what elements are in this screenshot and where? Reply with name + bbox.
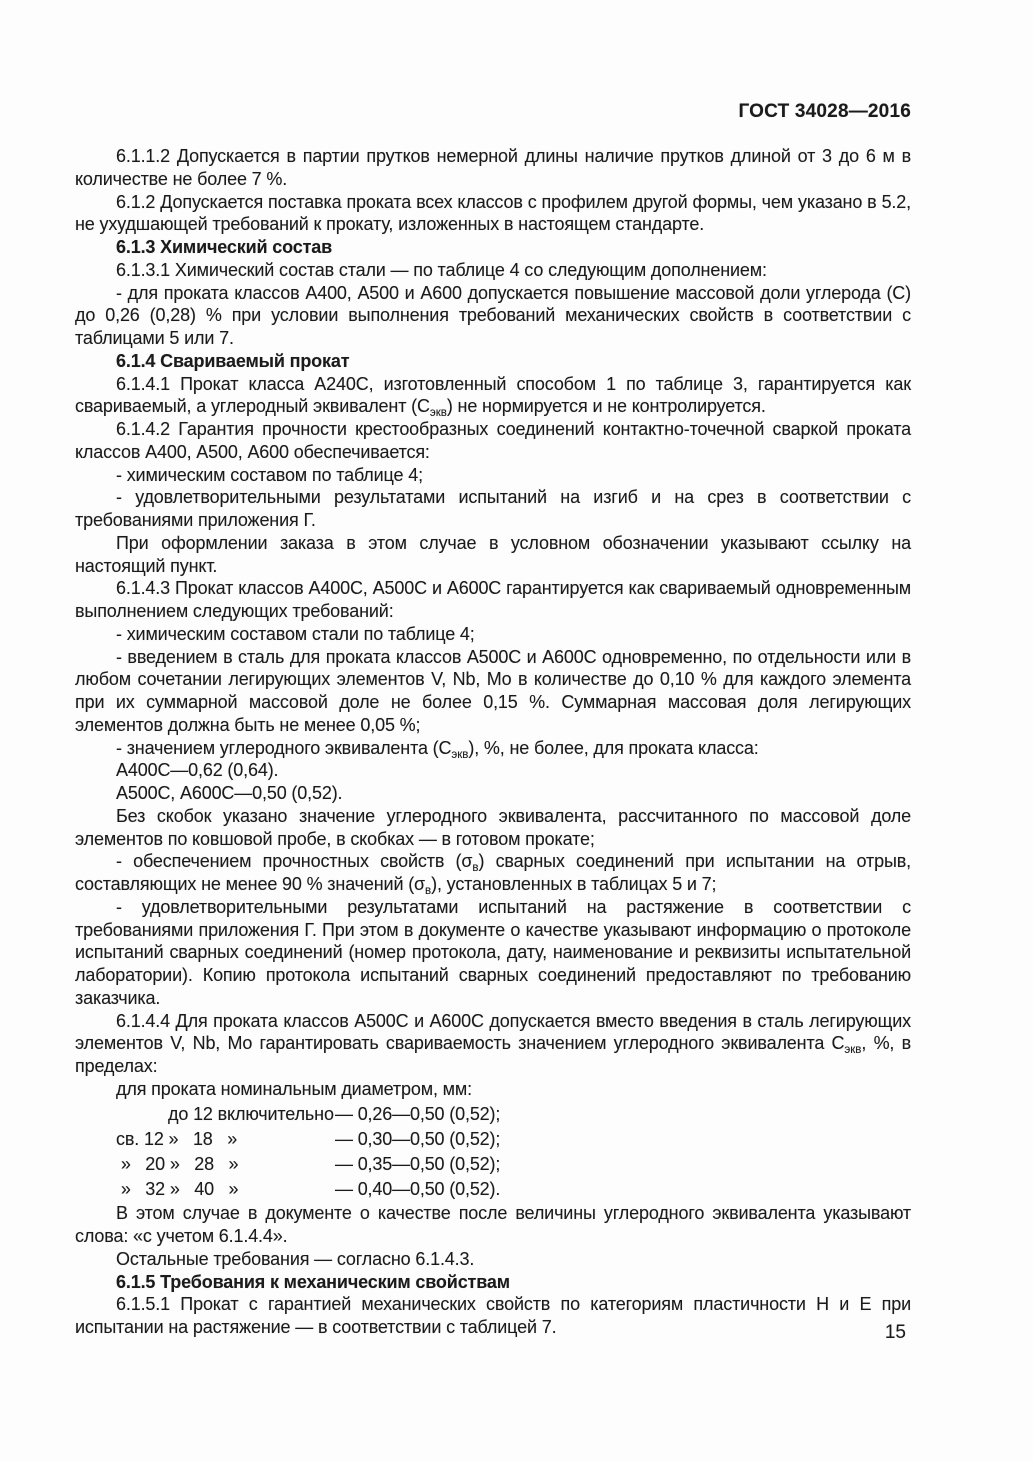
paragraph: [75, 418, 911, 464]
section-heading: [75, 1271, 911, 1294]
paragraph: [75, 373, 911, 419]
text-run: ) не нормируется и не контролируется.: [446, 396, 766, 417]
paragraph: [75, 850, 911, 896]
text-run: 6.1.4.3 Прокат классов А400С, А500С и А600С гарантируется как свариваемый одновременным выполнением следующих требований:: [75, 578, 911, 621]
section-heading: [75, 236, 911, 259]
page-number: 15: [884, 1322, 906, 1343]
paragraph: [75, 464, 911, 487]
text-run: ) сварных соединений при испытании на отрыв, составляющих не менее 90 % значений (σ: [75, 851, 911, 894]
text-run: - удовлетворительными результатами испытаний на растяжение в соответствии с требованиями приложения Г. При этом в документе о качестве указывают информацию о протоколе испытаний сварных соединений (номер протокола, дату, наименование и реквизиты испытательной лаборатории). Копию протокола испытаний сварных соединений предоставляют по требованию заказчика.: [75, 896, 911, 1008]
diameter-range: св. 12 » 18 »: [116, 1128, 238, 1149]
text-run: , %, в пределах:: [75, 1033, 912, 1076]
text-run: - значением углеродного эквивалента (С: [116, 737, 452, 758]
paragraph: [75, 486, 911, 532]
text-run: - химическим составом по таблице 4;: [116, 464, 423, 485]
diameter-range: » 32 » 40 »: [116, 1178, 239, 1199]
text-run: - удовлетворительными результатами испытаний на изгиб и на срез в соответствии с требованиями приложения Г.: [75, 487, 911, 530]
text-run: 6.1.4.1 Прокат класса А240С, изготовленный способом 1 по таблице 3, гарантируется как свариваемый, а углеродный эквивалент (С: [75, 373, 911, 417]
paragraph: [75, 145, 911, 191]
text-run: - введением в сталь для проката классов А500С и А600С одновременно, по отдельности или в любом сочетании легирующих элементов V, Nb, Mo в количестве до 0,10 % для каждого элемента при их суммарной массовой доле не более 0,15 %. Суммарная массовая доля легирующих элементов должна быть не менее 0,05 %;: [75, 646, 911, 735]
text-run: 6.1.3.1 Химический состав стали — по таблице 4 со следующим дополнением:: [116, 259, 767, 280]
paragraph: [75, 282, 911, 350]
text-run: 6.1.1.2 Допускается в партии прутков немерной длины наличие прутков длиной от 3 до 6 м в количестве не более 7 %.: [75, 146, 911, 189]
text-run: Остальные требования — согласно 6.1.4.3.: [116, 1248, 475, 1269]
diameter-range: до 12 включительно: [168, 1103, 334, 1124]
text-run: 6.1.5.1 Прокат с гарантией механических свойств по категориям пластичности Н и Е при испытании на растяжение — в соответствии с таблицей 7.: [75, 1294, 911, 1338]
text-run: 6.1.4.2 Гарантия прочности крестообразных соединений контактно-точечной сваркой проката классов А400, А500, А600 обеспечивается:: [75, 419, 911, 462]
paragraph: [75, 1248, 911, 1271]
paragraph: [75, 646, 911, 737]
document-body: [75, 145, 911, 1339]
text-run: 6.1.5 Требования к механическим свойствам: [116, 1271, 510, 1292]
text-run: Без скобок указано значение углеродного эквивалента, рассчитанного по массовой доле элементов по ковшовой пробе, в скобках — в готовом прокате;: [75, 805, 911, 849]
paragraph: [75, 1010, 911, 1078]
text-run: В этом случае в документе о качестве после величины углеродного эквивалента указывают слова: «с учетом 6.1.4.4».: [75, 1203, 911, 1247]
subscript-text: в: [472, 862, 479, 875]
diameter-range: » 20 » 28 »: [116, 1153, 239, 1174]
section-heading: [75, 350, 911, 373]
carbon-equivalent-value: — 0,30—0,50 (0,52);: [335, 1128, 501, 1149]
paragraph: [75, 191, 911, 237]
text-run: ), установленных в таблицах 5 и 7;: [431, 874, 717, 894]
diameter-row: [75, 1103, 911, 1126]
subscript-text: экв: [844, 1044, 862, 1057]
paragraph: [75, 577, 911, 623]
diameter-row: [75, 1128, 911, 1151]
paragraph: [75, 782, 911, 805]
text-run: При оформлении заказа в этом случае в условном обозначении указывают ссылку на настоящий пункт.: [75, 532, 911, 576]
diameter-row: [75, 1153, 911, 1176]
carbon-equivalent-value: — 0,40—0,50 (0,52).: [335, 1178, 501, 1199]
text-run: А400С—0,62 (0,64).: [116, 760, 279, 781]
text-run: - для проката классов А400, А500 и А600 допускается повышение массовой доли углерода (С) до 0,26 (0,28) % при условии выполнения требований механических свойств в соответствии с таблицами 5 или 7.: [75, 282, 911, 348]
paragraph: [75, 896, 911, 1010]
paragraph: [75, 532, 911, 578]
paragraph: [75, 1078, 911, 1101]
text-run: 6.1.2 Допускается поставка проката всех классов с профилем другой формы, чем указано в 5.2, не ухудшающей требований к прокату, изложенных в настоящем стандарте.: [75, 191, 911, 235]
paragraph: [75, 1202, 911, 1248]
paragraph: [75, 623, 911, 646]
text-run: 6.1.3 Химический состав: [116, 237, 333, 257]
carbon-equivalent-value: — 0,26—0,50 (0,52);: [335, 1103, 501, 1124]
text-run: А500С, А600С—0,50 (0,52).: [116, 783, 343, 803]
text-run: - химическим составом стали по таблице 4;: [116, 623, 475, 644]
subscript-text: экв: [451, 748, 469, 761]
text-run: ), %, не более, для проката класса:: [468, 737, 759, 758]
running-header: ГОСТ 34028—2016: [738, 101, 911, 122]
subscript-text: экв: [429, 407, 447, 420]
paragraph: [75, 805, 911, 851]
text-run: 6.1.4 Свариваемый прокат: [116, 350, 350, 371]
subscript-text: в: [425, 885, 432, 897]
text-run: 6.1.4.4 Для проката классов А500С и А600С допускается вместо введения в сталь легирующих элементов V, Nb, Mo гарантировать свариваемость значением углеродного эквивалента С: [75, 1010, 911, 1054]
paragraph: [75, 259, 911, 282]
text-run: - обеспечением прочностных свойств (σ: [116, 851, 473, 872]
paragraph: [75, 737, 911, 760]
carbon-equivalent-value: — 0,35—0,50 (0,52);: [335, 1153, 501, 1174]
text-run: для проката номинальным диаметром, мм:: [116, 1078, 472, 1099]
paragraph: [75, 759, 911, 782]
diameter-row: [75, 1178, 911, 1201]
